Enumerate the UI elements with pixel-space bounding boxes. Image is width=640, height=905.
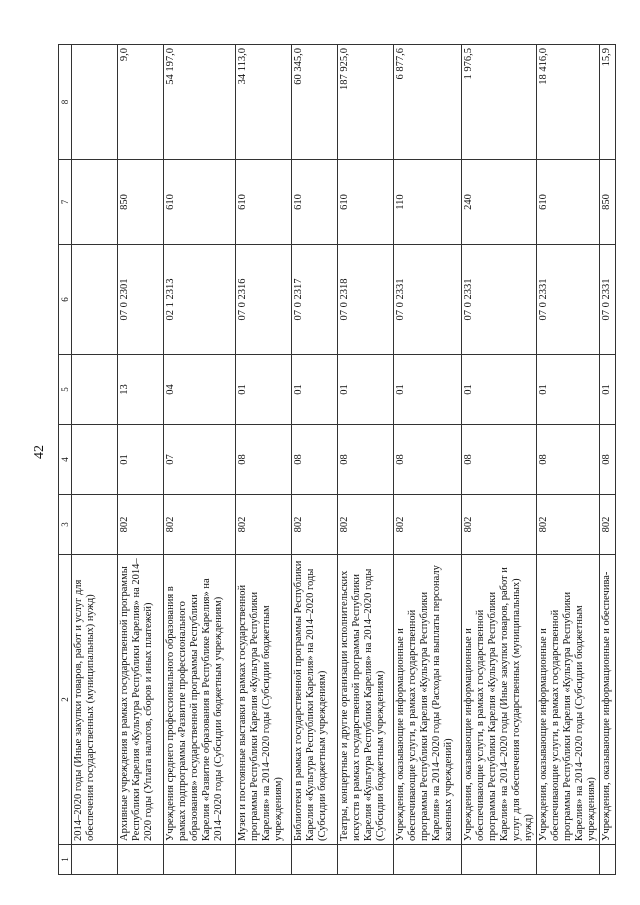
row-number-cell	[338, 845, 394, 875]
cell-col8: 60 345,0	[292, 45, 338, 160]
row-name: Учреждения, оказывающие информационные и обеспечива-	[600, 555, 616, 845]
row-number-cell	[394, 845, 462, 875]
cell-col4: 08	[338, 425, 394, 495]
cell-col8: 9,0	[118, 45, 164, 160]
cell-col6: 07 0 2317	[292, 245, 338, 355]
cell-col3: 802	[292, 495, 338, 555]
row-name: Учреждения среднего профессионального образования в рамках подпрограммы «Развитие профессионального образования» государственной программы Республики Карелия «Развитие образования в Республике Карелия» на 2014–2020 годы (Субсидии бюджетным учреждениям)	[164, 555, 236, 845]
cell-col5: 01	[292, 355, 338, 425]
cell-col4: 08	[292, 425, 338, 495]
cell-col4: 01	[118, 425, 164, 495]
cell-col7: 610	[292, 160, 338, 245]
cell-col8: 1 976,5	[462, 45, 537, 160]
cell-col4: 08	[394, 425, 462, 495]
cell-col3: 802	[600, 495, 616, 555]
cell-col6: 07 0 2316	[236, 245, 292, 355]
table-row	[164, 45, 236, 875]
row-name: Архивные учреждения в рамках государственной программы Республики Карелия «Культура Республики Карелия» на 2014–2020 годы (Уплата налогов, сборов и иных платежей)	[118, 555, 164, 845]
cell-col4: 08	[236, 425, 292, 495]
row-number-cell	[462, 845, 537, 875]
cell-col5: 01	[394, 355, 462, 425]
row-number-cell	[600, 845, 616, 875]
column-number-row	[59, 45, 72, 875]
table-row	[600, 45, 616, 875]
row-number-cell	[164, 845, 236, 875]
table-row	[462, 45, 537, 875]
cell-col8: 187 925,0	[338, 45, 394, 160]
row-name: Учреждения, оказывающие информационные и обеспечивающие услуги, в рамках государственной программы Республики Карелия «Культура Республики Карелия» на 2014–2020 годы (Иные закупки товаров, работ и услуг для обеспечения государственных (муниципальных) нужд)	[462, 555, 537, 845]
table-row	[338, 45, 394, 875]
row-number-cell	[72, 845, 118, 875]
cell-col5	[72, 355, 118, 425]
cell-col6: 07 0 2331	[394, 245, 462, 355]
cell-col8: 6 877,6	[394, 45, 462, 160]
cell-col8: 54 197,0	[164, 45, 236, 160]
row-number-cell	[118, 845, 164, 875]
col-header-8: 8	[59, 45, 72, 160]
page-number: 42	[32, 445, 47, 459]
cell-col4: 08	[537, 425, 600, 495]
cell-col3: 802	[537, 495, 600, 555]
cell-col7: 850	[118, 160, 164, 245]
cell-col5: 01	[462, 355, 537, 425]
cell-col7: 610	[236, 160, 292, 245]
cell-col5: 04	[164, 355, 236, 425]
cell-col3	[72, 495, 118, 555]
table-row	[118, 45, 164, 875]
col-header-5: 5	[59, 355, 72, 425]
cell-col3: 802	[394, 495, 462, 555]
cell-col3: 802	[118, 495, 164, 555]
rotated-page	[58, 45, 613, 875]
cell-col6: 07 0 2318	[338, 245, 394, 355]
cell-col7: 110	[394, 160, 462, 245]
cell-col3: 802	[462, 495, 537, 555]
cell-col7: 610	[338, 160, 394, 245]
cell-col5: 01	[537, 355, 600, 425]
col-header-1: 1	[59, 845, 72, 875]
cell-col6: 02 1 2313	[164, 245, 236, 355]
cell-col7: 240	[462, 160, 537, 245]
row-name: Театры, концертные и другие организации исполнительских искусств в рамках государственной программы Республики Карелия «Культура Республики Карелия» на 2014–2020 годы (Субсидии бюджетным учреждениям)	[338, 555, 394, 845]
row-number-cell	[537, 845, 600, 875]
cell-col6: 07 0 2331	[600, 245, 616, 355]
cell-col3: 802	[236, 495, 292, 555]
col-header-6: 6	[59, 245, 72, 355]
table-row	[236, 45, 292, 875]
cell-col3: 802	[338, 495, 394, 555]
cell-col7	[72, 160, 118, 245]
cell-col7: 850	[600, 160, 616, 245]
cell-col5: 01	[600, 355, 616, 425]
cell-col4: 08	[462, 425, 537, 495]
row-name: Учреждения, оказывающие информационные и обеспечивающие услуги, в рамках государственной программы Республики Карелия «Культура Республики Карелия» на 2014–2020 годы (Субсидии бюджетным учреждениям)	[537, 555, 600, 845]
cell-col6: 07 0 2331	[537, 245, 600, 355]
cell-col8: 34 113,0	[236, 45, 292, 160]
row-name: Библиотеки в рамках государственной программы Республики Карелия «Культура Республики Карелия» на 2014–2020 годы (Субсидии бюджетным учреждениям)	[292, 555, 338, 845]
cell-col6: 07 0 2301	[118, 245, 164, 355]
cell-col8: 18 416,0	[537, 45, 600, 160]
table-row	[394, 45, 462, 875]
row-number-cell	[236, 845, 292, 875]
table-row	[537, 45, 600, 875]
col-header-7: 7	[59, 160, 72, 245]
cell-col3: 802	[164, 495, 236, 555]
cell-col4: 07	[164, 425, 236, 495]
cell-col4	[72, 425, 118, 495]
cell-col8: 15,9	[600, 45, 616, 160]
cell-col5: 13	[118, 355, 164, 425]
cell-col5: 01	[236, 355, 292, 425]
cell-col8	[72, 45, 118, 160]
col-header-2: 2	[59, 555, 72, 845]
table-row	[292, 45, 338, 875]
row-name: Учреждения, оказывающие информационные и обеспечивающие услуги, в рамках государственной программы Республики Карелия «Культура Республики Карелия» на 2014–2020 годы (Расходы на выплаты персоналу казенных учреждений)	[394, 555, 462, 845]
cell-col6: 07 0 2331	[462, 245, 537, 355]
budget-table	[58, 44, 616, 875]
cell-col7: 610	[164, 160, 236, 245]
table-row	[72, 45, 118, 875]
cell-col7: 610	[537, 160, 600, 245]
cell-col5: 01	[338, 355, 394, 425]
col-header-3: 3	[59, 495, 72, 555]
row-name: 2014–2020 годы (Иные закупки товаров, работ и услуг для обеспечения государственных (муниципальных) нужд)	[72, 555, 118, 845]
cell-col4: 08	[600, 425, 616, 495]
row-number-cell	[292, 845, 338, 875]
col-header-4: 4	[59, 425, 72, 495]
row-name: Музеи и постоянные выставки в рамках государственной программы Республики Карелия «Культура Республики Карелия» на 2014–2020 годы (Субсидии бюджетным учреждениям)	[236, 555, 292, 845]
cell-col6	[72, 245, 118, 355]
